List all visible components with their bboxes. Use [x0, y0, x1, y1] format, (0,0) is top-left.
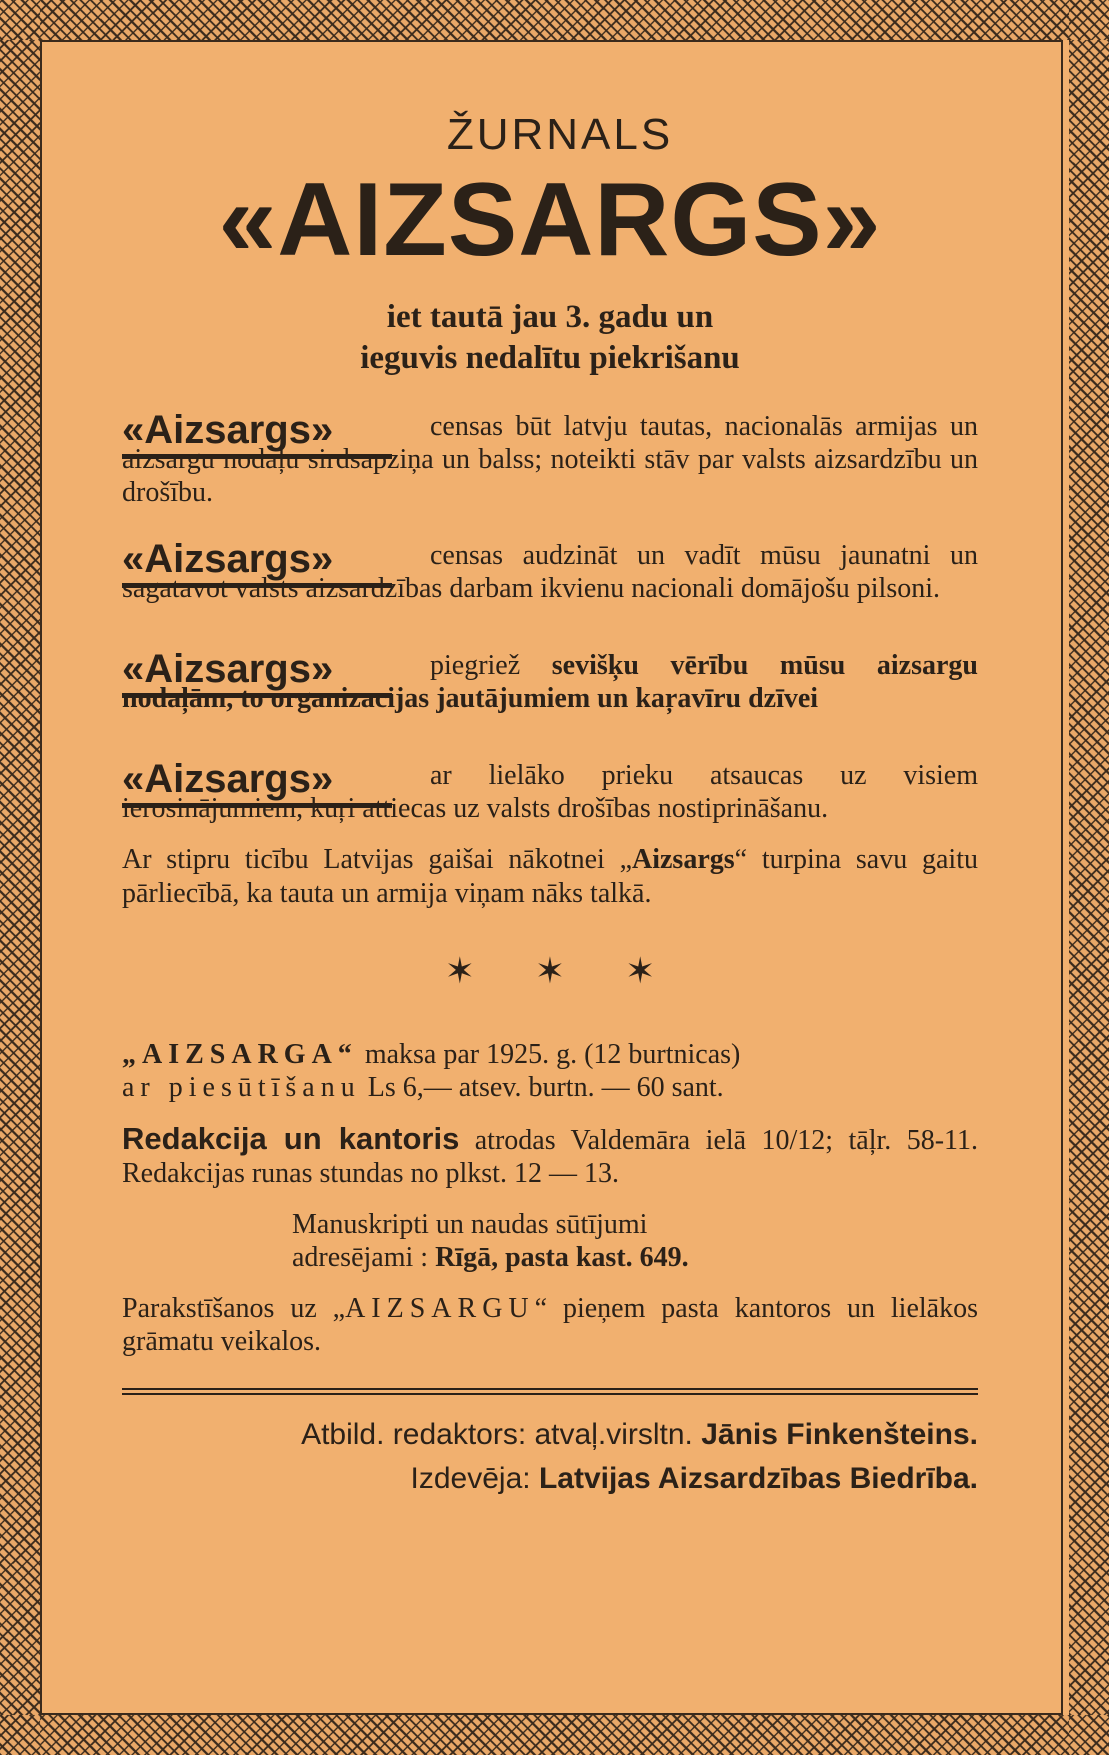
item-text: censas audzināt un vadīt mūsu jaunatni un sagatavot valsts aizsardzības darbam ikvienu nacionali domājošu pilsoni.	[122, 539, 978, 604]
item-text: ar lielāko prieku atsaucas uz visiem ierosinājumiem, kuŗi attiecas uz valsts drošības nostiprināšanu.	[122, 759, 978, 824]
publisher-label: Izdevēja:	[410, 1461, 539, 1495]
price-line2: Ls 6,— atsev. burtn. — 60 sant.	[360, 1071, 724, 1103]
price-name: „AIZSARGA“	[122, 1038, 358, 1070]
subtitle-line-1: iet tautā jau 3. gadu un	[386, 299, 714, 336]
star-divider: ✶✶✶	[444, 950, 716, 992]
subscription-before: Parakstīšanos uz „	[122, 1292, 346, 1324]
feature-item	[122, 646, 978, 729]
manuscripts-paragraph	[122, 1208, 978, 1274]
closing-after: “ turpina savu gaitu pārliecībā, ka tauta un armija viņam nāks talkā.	[122, 843, 978, 909]
feature-item	[122, 407, 978, 509]
closing-before: Ar stipru ticību Latvijas gaišai nākotnei „	[122, 843, 632, 875]
item-text-bold: sevišķu vērību mūsu aizsargu nodaļām, to organizacijas jautājumiem un kaŗavīru dzīvei	[122, 649, 978, 714]
item-name: «Aizsargs»	[122, 759, 392, 808]
item-name: «Aizsargs»	[122, 539, 392, 588]
subtitle-line-2: ieguvis nedalītu piekrišanu	[360, 340, 740, 377]
feature-item	[122, 536, 978, 619]
price-line1: maksa par 1925. g. (12 burtnicas)	[357, 1038, 741, 1070]
item-name: «Aizsargs»	[122, 410, 392, 459]
subscription-spaced: AIZSARGU	[345, 1292, 535, 1324]
footer	[122, 1413, 978, 1501]
editor-label: Atbild. redaktors: atvaļ.virsltn.	[301, 1417, 702, 1451]
manuscripts-line2: adresējami :	[292, 1241, 436, 1273]
item-text-plain: piegriež	[430, 649, 521, 681]
item-name: «Aizsargs»	[122, 649, 392, 698]
subtitle	[122, 297, 978, 380]
price-line2-spaced: ar piesūtīšanu	[122, 1071, 361, 1103]
office-paragraph	[122, 1122, 978, 1190]
manuscripts-address: Rīgā, pasta kast. 649.	[435, 1241, 689, 1273]
kicker: ŽURNALS	[446, 110, 674, 159]
feature-item	[122, 756, 978, 839]
double-rule	[122, 1388, 978, 1395]
publisher-line	[122, 1457, 978, 1501]
manuscripts-line1: Manuskripti un naudas sūtījumi	[292, 1208, 648, 1240]
price-paragraph	[122, 1038, 978, 1104]
subscription-paragraph	[122, 1292, 978, 1358]
office-bold: Redakcija un kantoris	[122, 1120, 460, 1156]
office-rest: atrodas Valdemāra ielā 10/12; tāļr. 58-11. Redakcijas runas stundas no plkst. 12 — 13.	[122, 1124, 978, 1189]
item-text: censas būt latvju tautas, nacionalās armijas un aizsargu nodaļu sirdsapziņa un balss; noteikti stāv par valsts aizsardzību un drošību.	[122, 410, 978, 508]
subscription-after: “ pieņem pasta kantoros un lielākos grāmatu veikalos.	[122, 1292, 978, 1357]
editor-line	[122, 1413, 978, 1457]
closing-paragraph	[122, 843, 978, 911]
page-title: «AIZSARGS»	[218, 162, 882, 278]
editor-name: Jānis Finkenšteins.	[701, 1417, 978, 1451]
closing-bold: Aizsargs	[632, 843, 735, 875]
publisher-name: Latvijas Aizsardzības Biedrība.	[538, 1461, 978, 1495]
content	[122, 110, 978, 1501]
